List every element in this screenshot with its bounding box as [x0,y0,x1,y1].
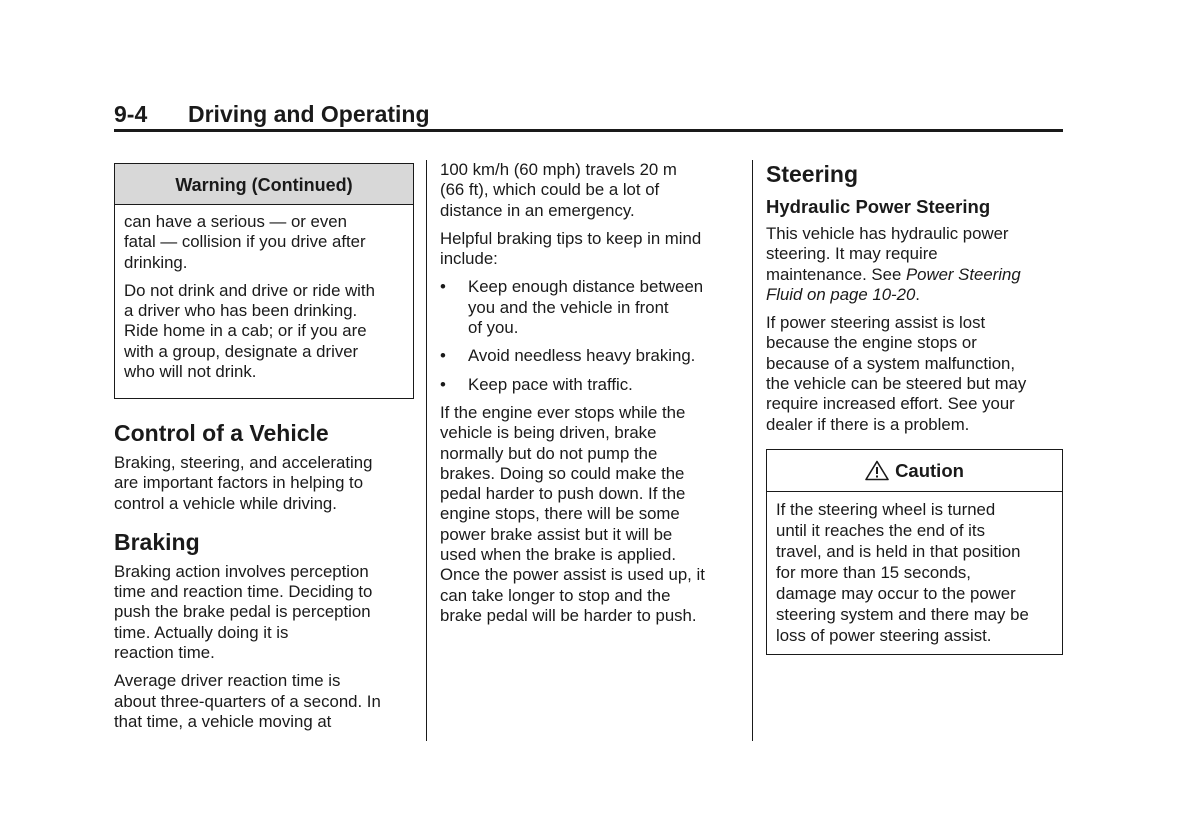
text-line: who will not drink. [124,362,257,382]
warning-paragraph-1 [124,212,404,273]
text-line: Keep enough distance between [468,277,704,297]
page-number: 9-4 [114,101,148,127]
braking-paragraph-2 [114,671,414,732]
bullet-icon: • [440,374,446,394]
text-line: vehicle is being driven, brake [440,423,657,443]
text-line: push the brake pedal is perception [114,602,371,622]
text-line: Average driver reaction time is [114,671,341,691]
steering-heading: Steering [766,161,859,187]
caution-box [766,449,1063,655]
braking-paragraph-1 [114,562,414,663]
column-left [114,160,414,740]
hydraulic-power-steering-subheading: Hydraulic Power Steering [766,196,991,217]
text-line: of you. [468,318,519,338]
warning-triangle-icon [865,460,889,481]
text-line: dealer if there is a problem. [766,414,970,434]
control-of-vehicle-heading: Control of a Vehicle [114,420,329,446]
header-rule [114,129,1063,132]
text-line: include: [440,249,498,269]
list-item [440,375,736,395]
text-line: the vehicle can be steered but may [766,374,1027,394]
text-line: Keep pace with traffic. [468,374,633,394]
text-line: fatal — collision if you drive after [124,232,366,252]
column-divider-left [426,160,427,741]
text-line: pedal harder to push down. If the [440,484,686,504]
cross-reference-link[interactable]: Fluid on page 10-20 [766,284,916,304]
warning-paragraph-2 [124,281,404,382]
text-line: Braking action involves perception [114,561,369,581]
text-line: 100 km/h (60 mph) travels 20 m [440,160,677,179]
caution-paragraph [776,499,1053,646]
warning-body [115,205,413,388]
text-line [766,265,1063,285]
caution-header [767,450,1062,492]
caution-body [767,492,1062,652]
text-line: because the engine stops or [766,333,977,353]
caution-title: Caution [895,459,964,481]
bullet-icon: • [440,346,446,366]
column-right [766,160,1063,655]
engine-stops-paragraph [440,403,736,626]
text-line: that time, a vehicle moving at [114,711,332,731]
text-line: steering. It may require [766,244,938,264]
text-fragment: . [915,284,920,304]
text-line [766,285,1063,305]
braking-tips-list [440,277,736,394]
text-line: require increased effort. See your [766,394,1015,414]
text-line: This vehicle has hydraulic power [766,224,1009,243]
text-line: reaction time. [114,643,215,663]
text-line: brakes. Doing so could make the [440,463,685,483]
text-line: Braking, steering, and accelerating [114,453,373,472]
page-header [114,100,1063,128]
text-fragment: maintenance. See [766,264,906,284]
cross-reference-link[interactable]: Power Steering [905,264,1021,284]
text-line: because of a system malfunction, [766,353,1016,373]
text-line: distance in an emergency. [440,200,635,220]
text-line: used when the brake is applied. [440,545,677,565]
text-line: travel, and is held in that position [776,541,1021,561]
text-line: damage may occur to the power [776,583,1016,603]
text-line: can have a serious — or even [124,212,347,231]
braking-continued-paragraph [440,160,736,221]
steering-paragraph-1 [766,224,1063,305]
column-middle [440,160,736,634]
text-line: If the engine ever stops while the [440,402,686,422]
text-line: Ride home in a cab; or if you are [124,321,367,341]
warning-title: Warning (Continued) [115,164,413,205]
text-line: time and reaction time. Deciding to [114,582,373,602]
text-line: normally but do not pump the [440,443,658,463]
warning-box [114,163,414,399]
braking-heading: Braking [114,528,200,555]
column-divider-right [752,160,753,741]
text-line: Do not drink and drive or ride with [124,280,375,300]
text-line: a driver who has been drinking. [124,301,358,321]
text-line: for more than 15 seconds, [776,562,971,582]
text-line: loss of power steering assist. [776,625,992,645]
text-line: are important factors in helping to [114,473,364,493]
text-line: (66 ft), which could be a lot of [440,180,660,200]
list-item [440,277,736,338]
steering-paragraph-2 [766,313,1063,435]
text-line: time. Actually doing it is [114,622,289,642]
bullet-icon: • [440,277,446,297]
text-line: with a group, designate a driver [124,341,359,361]
text-line: If power steering assist is lost [766,313,986,333]
text-line: brake pedal will be harder to push. [440,605,697,625]
text-line: can take longer to stop and the [440,585,671,605]
text-line: engine stops, there will be some [440,504,680,524]
text-line: Avoid needless heavy braking. [468,346,696,366]
text-line: power brake assist but it will be [440,524,673,544]
control-paragraph [114,453,414,514]
braking-tips-intro [440,229,736,270]
list-item [440,346,736,366]
text-line: you and the vehicle in front [468,297,669,317]
text-line: If the steering wheel is turned [776,499,996,519]
text-line: control a vehicle while driving. [114,493,337,513]
text-line: about three-quarters of a second. In [114,691,381,711]
text-line: until it reaches the end of its [776,520,985,540]
text-line: Once the power assist is used up, it [440,565,705,585]
text-line: steering system and there may be [776,604,1029,624]
section-title: Driving and Operating [188,101,430,127]
text-line: drinking. [124,252,188,272]
text-line: Helpful braking tips to keep in mind [440,228,702,248]
